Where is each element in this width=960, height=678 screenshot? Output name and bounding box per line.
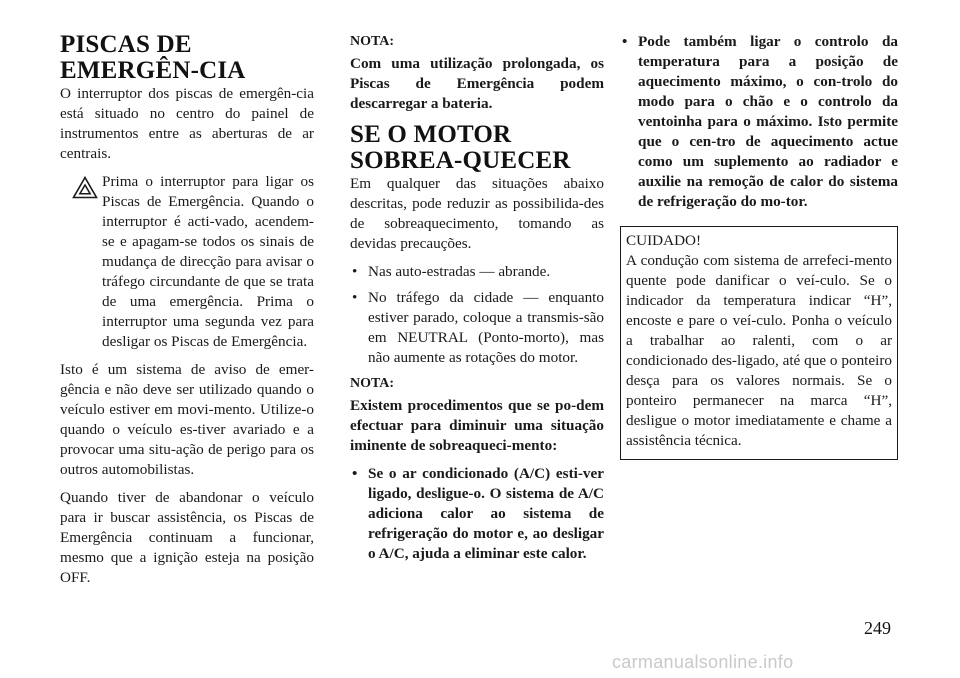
paragraph-switch-location: O interruptor dos piscas de emergên-cia está situado no centro do painel de instrumentos entre as aberturas de ar centrais. bbox=[60, 85, 314, 162]
caution-box bbox=[620, 226, 898, 460]
column-right bbox=[620, 32, 898, 460]
paragraph-leaving-vehicle: Quando tiver de abandonar o veículo para ir buscar assistência, os Piscas de Emergência continuam a funcionar, mesmo que a ignição esteja na posição OFF. bbox=[60, 489, 314, 586]
column-middle bbox=[350, 32, 604, 570]
page-number: 249 bbox=[864, 618, 891, 638]
note-battery-drain: Com uma utilização prolongada, os Piscas de Emergência podem descarregar a bateria. bbox=[350, 55, 604, 112]
list-item: • Se o ar condicionado (A/C) esti-ver ligado, desligue-o. O sistema de A/C adiciona calor ao sistema de refrigeração do motor e, ao desligar o A/C, ajuda a eliminar este calor. bbox=[352, 465, 604, 562]
caution-title: CUIDADO! bbox=[626, 232, 702, 249]
caution-text: A condução com sistema de arrefeci-mento quente pode danificar o veí-culo. Se o indicador da temperatura indicar “H”, encoste e pare o veí-culo. Ponha o veículo a trabalhar ao ralenti, com o ar condicionado des-ligado, até que o ponteiro desça para os valores normais. Se o ponteiro permanecer na marca “H”, desligue o motor imediatamente e chame a assistência técnica. bbox=[626, 252, 892, 449]
paragraph-hazard-operation: Prima o interruptor para ligar os Piscas de Emergência. Quando o interruptor é acti-vado, acendem-se e apagam-se todos os sinais de mudança de direcção para avisar o tráfego circundante de que se trata de uma emergência. Prima o interruptor uma segunda vez para desligar os Piscas de Emergência. bbox=[102, 173, 314, 350]
list-item: • No tráfego da cidade — enquanto estiver parado, coloque a transmis-são em NEUTRAL (Ponto-morto), mas não aumente as rotações do motor. bbox=[352, 289, 604, 366]
hazard-instruction-block bbox=[60, 172, 314, 352]
section-heading-engine-overheat: SE O MOTOR SOBREA-QUECER bbox=[350, 121, 571, 174]
paragraph-overheat-precautions: Em qualquer das situações abaixo descritas, pode reduzir as possibilida-des de sobreaquecimento, tomando as devidas precauções. bbox=[350, 175, 604, 252]
note-label: NOTA: bbox=[350, 376, 395, 391]
procedures-list bbox=[350, 464, 604, 564]
bullet-icon: • bbox=[352, 289, 358, 306]
note-overheat-procedures: Existem procedimentos que se po-dem efectuar para diminuir uma situação iminente de sobreaqueci-mento: bbox=[350, 397, 604, 454]
list-item: • Nas auto-estradas — abrande. bbox=[352, 263, 551, 280]
list-item: • Pode também ligar o controlo da temperatura para a posição de aquecimento máximo, o con-trolo do modo para o chão e o controlo da ventoinha para o máximo. Isto permite que o cen-tro de aquecimento actue como um suplemento ao radiador e auxilie na remoção de calor do sistema de refrigeração do mo-tor. bbox=[622, 33, 898, 210]
hazard-triangle-icon bbox=[72, 176, 98, 199]
watermark: carmanualsonline.info bbox=[612, 652, 794, 672]
bullet-icon: • bbox=[352, 263, 358, 280]
procedures-list-continued bbox=[620, 32, 898, 212]
section-heading-hazard-lights: PISCAS DE EMERGÊN-CIA bbox=[60, 31, 246, 84]
precautions-list bbox=[350, 262, 604, 368]
paragraph-warning-system-usage: Isto é um sistema de aviso de emer-gência e não deve ser utilizado quando o veículo estiver em movi-mento. Utilize-o quando o veículo es-tiver avariado e a provocar uma situ-ação de perigo para os outros automobilistas. bbox=[60, 361, 314, 478]
bullet-icon: • bbox=[352, 465, 358, 482]
note-label: NOTA: bbox=[350, 34, 395, 49]
column-left bbox=[60, 32, 314, 596]
bullet-icon: • bbox=[622, 33, 628, 50]
